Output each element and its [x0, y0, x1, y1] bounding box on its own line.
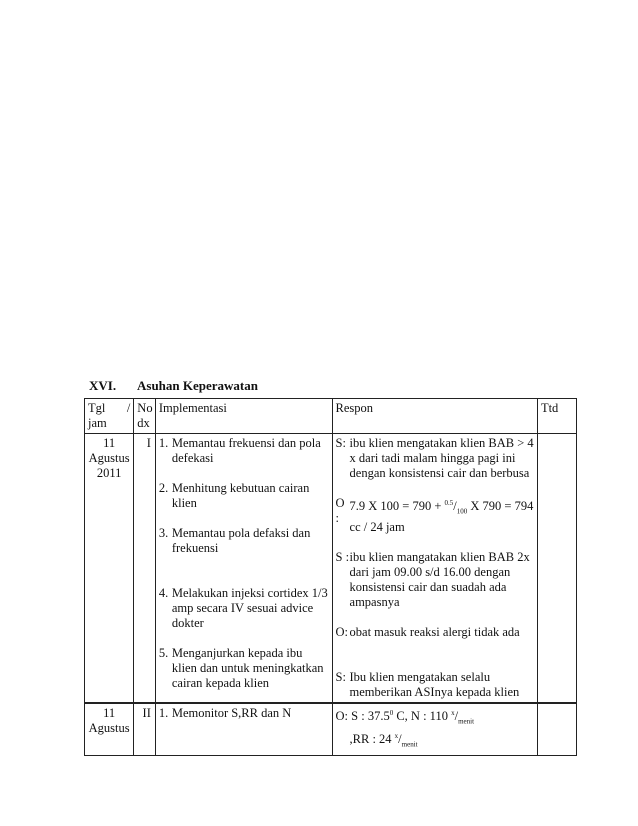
- date-cell: 11 Agustus: [85, 703, 134, 756]
- response-item: S: ibu klien mengatakan klien BAB > 4 x dari tadi malam hingga pagi ini dengan konsistensi cair dan berbusa: [335, 436, 534, 480]
- section-title: Asuhan Keperawatan: [137, 378, 258, 393]
- header-ttd: Ttd: [537, 399, 576, 434]
- header-tgl: Tgl / jam: [85, 399, 134, 434]
- rr-response: ,RR : 24 $^x/_{menit}$: [349, 732, 418, 749]
- response-item: S : ibu klien mangatakan klien BAB 2x dari jam 09.00 s/d 16.00 dengan konsistensi cair dan suadah ada ampasnya: [335, 549, 530, 609]
- header-implementasi: Implementasi: [155, 399, 332, 434]
- table-header-row: [85, 399, 577, 434]
- response-cell: [332, 703, 537, 756]
- list-item: 1. Memonitor S,RR dan N: [158, 705, 292, 720]
- vitals-response: O: S : 37.5$^0$ C, N : 110 $^x/_{menit}$: [335, 708, 475, 726]
- signature-cell: [537, 703, 576, 756]
- implementation-cell: [155, 434, 332, 703]
- response-cell: [332, 434, 537, 703]
- response-item: O : 7.9 X $100 = 790 + ^{0.5}/_{100}$ X 790 = 794 cc / 24 jam: [335, 496, 534, 534]
- section-heading: [89, 378, 258, 394]
- list-item: 3. Memantau pola defaksi dan frekuensi: [158, 526, 311, 555]
- table-row: [85, 434, 577, 703]
- list-item: 5. Menganjurkan kepada ibu klien dan untuk meningkatkan cairan kepada klien: [158, 646, 324, 690]
- date-cell: 11 Agustus 2011: [85, 434, 134, 703]
- table-row: [85, 703, 577, 756]
- list-item: 4. Melakukan injeksi cortidex 1/3 amp secara IV sesuai advice dokter: [158, 586, 328, 630]
- care-table: [84, 398, 577, 756]
- signature-cell: [537, 434, 576, 703]
- section-number: XVI.: [89, 378, 117, 393]
- response-item: O: obat masuk reaksi alergi tidak ada: [335, 624, 520, 639]
- dx-cell: I: [134, 434, 156, 703]
- header-no-dx: No dx: [134, 399, 156, 434]
- header-respon: Respon: [332, 399, 537, 434]
- list-item: 1. Memantau frekuensi dan pola defekasi: [158, 436, 321, 465]
- response-item: S: Ibu klien mengatakan selalu memberikan ASInya kepada klien: [335, 669, 520, 699]
- list-item: 2. Menhitung kebutuan cairan klien: [158, 481, 310, 510]
- dx-cell: II: [134, 703, 156, 756]
- implementation-cell: [155, 703, 332, 756]
